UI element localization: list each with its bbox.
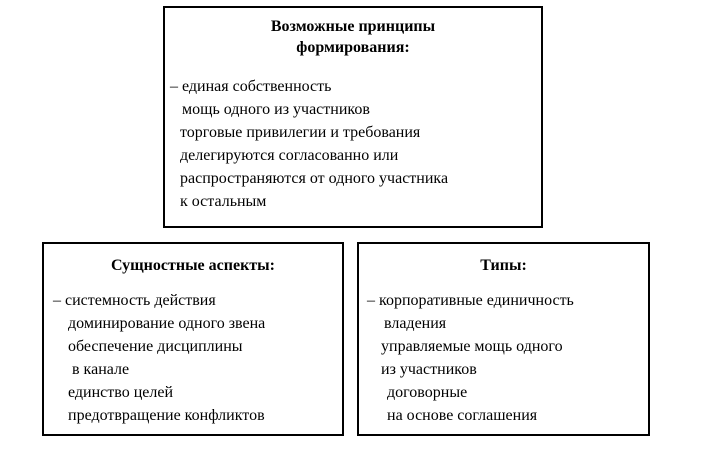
aspects-title: Сущностные аспекты: xyxy=(111,257,275,274)
types-box xyxy=(357,242,650,436)
aspects-box xyxy=(42,242,344,436)
types-line-4: из участников xyxy=(381,361,477,378)
principles-line-5: распространяются от одного участника xyxy=(180,170,449,187)
types-line-2: владения xyxy=(384,315,447,332)
principles-line-4: делегируются согласованно или xyxy=(180,147,399,164)
principles-line-6: к остальным xyxy=(180,193,267,210)
aspects-line-5: единство целей xyxy=(68,384,174,401)
aspects-line-6: предотвращение конфликтов xyxy=(68,407,265,424)
principles-title-line-1: Возможные принципы xyxy=(270,18,436,35)
aspects-line-2: доминирование одного звена xyxy=(68,315,266,332)
types-line-3: управляемые мощь одного xyxy=(381,338,563,355)
principles-line-2: мощь одного из участников xyxy=(182,101,370,118)
aspects-line-1: – системность действия xyxy=(53,292,216,309)
types-title: Типы: xyxy=(480,257,527,274)
aspects-line-4: в канале xyxy=(72,361,130,378)
types-line-6: на основе соглашения xyxy=(387,407,538,424)
types-line-5: договорные xyxy=(387,384,468,401)
types-line-1: – корпоративные единичность xyxy=(367,292,574,309)
principles-box xyxy=(163,6,543,228)
principles-line-1: – единая собственность xyxy=(170,78,332,95)
aspects-line-3: обеспечение дисциплины xyxy=(68,338,243,355)
principles-line-3: торговые привилегии и требования xyxy=(180,124,421,141)
principles-title-line-2: формирования: xyxy=(296,39,410,56)
